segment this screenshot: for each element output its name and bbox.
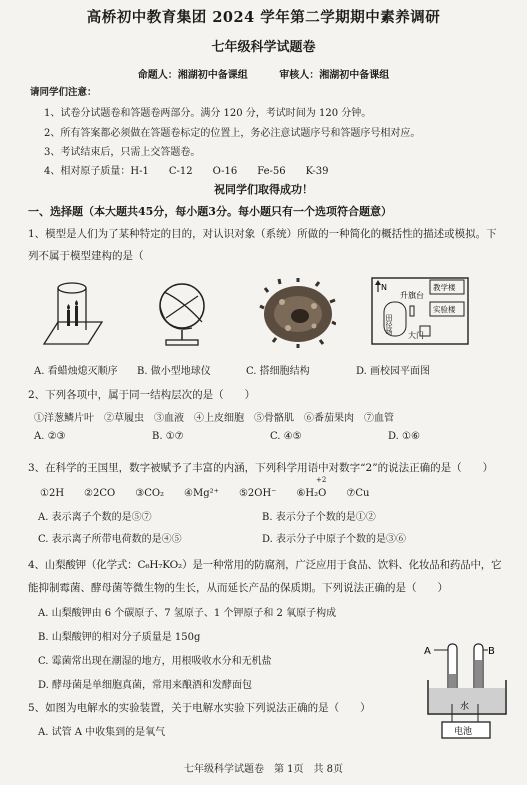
q4-stem-line2: 能抑制霉菌、酵母菌等微生物的生长，从而延长产品的保质期。下列说法正确的是（ ） <box>28 582 448 594</box>
q5-option-a[interactable]: A. 试管 A 中收集到的是氧气 <box>38 727 166 738</box>
map-flag-label: 升旗台 <box>400 291 424 300</box>
q2-option-b[interactable]: B. ①⑦ <box>152 431 184 442</box>
q4-option-b[interactable]: B. 山梨酸钾的相对分子质量是 150g <box>38 632 201 643</box>
q5-stem: 5、如图为电解水的实验装置，关于电解水实验下列说法正确的是（ ） <box>28 702 371 714</box>
instructions-heading: 请同学们注意： <box>30 87 97 98</box>
q2-option-c[interactable]: C. ④⑤ <box>270 431 302 442</box>
electrolysis-figure <box>420 640 518 740</box>
q1-option-d[interactable]: D. 画校园平面图 <box>356 366 431 377</box>
q3-option-c[interactable]: C. 表示离子所带电荷数的是④⑤ <box>38 534 182 545</box>
q3-stem: 3、在科学的王国里，数字被赋予了丰富的内涵，下列科学用语中对数字“2”的说法正确的是（ ） <box>28 462 494 474</box>
author: 命题人：湘湖初中备课组 <box>137 70 248 81</box>
map-lab-label: 实验楼 <box>433 305 456 314</box>
map-field-label: 田径场 <box>385 314 393 335</box>
q4-option-c[interactable]: C. 霉菌常出现在潮湿的地方，用根吸收水分和无机盐 <box>38 656 272 667</box>
q3-option-a[interactable]: A. 表示离子个数的是⑤⑦ <box>38 512 152 523</box>
reviewer: 审核人：湘湖初中备课组 <box>279 70 390 81</box>
campus-map-figure <box>370 276 470 348</box>
q1-stem-line2: 列不属于模型建构的是（ <box>28 250 144 262</box>
globe-figure <box>152 278 214 350</box>
cell-model-figure <box>258 278 336 348</box>
exam-title: 高桥初中教育集团 2024 学年第二学期期中素养调研 <box>86 9 441 26</box>
map-teaching-label: 教学楼 <box>433 283 456 292</box>
q1-option-a[interactable]: A. 看蜡烛熄灭顺序 <box>34 366 118 377</box>
authors-line <box>0 66 527 81</box>
q3-option-b[interactable]: B. 表示分子个数的是①② <box>262 512 376 523</box>
q3-items: ①2H ②2CO ③CO₂ ④Mg²⁺ ⑤2OH⁻ ⑥H₂O ⑦Cu <box>40 488 370 499</box>
candle-figure <box>38 276 108 348</box>
map-gate-label: 大门 <box>408 331 424 340</box>
q1-option-b[interactable]: B. 做小型地球仪 <box>137 366 211 377</box>
q4-option-d[interactable]: D. 酵母菌是单细胞真菌，常用来酿酒和发酵面包 <box>38 680 253 691</box>
q2-stem: 2、下列各项中，属于同一结构层次的是（ ） <box>28 389 256 401</box>
wish-line: 祝同学们取得成功！ <box>214 183 313 196</box>
q4-option-a[interactable]: A. 山梨酸钾由 6 个碳原子、7 氢原子、1 个钾原子和 2 氧原子构成 <box>38 608 337 619</box>
q1-option-c[interactable]: C. 搭细胞结构 <box>246 366 310 377</box>
tube-b-label: B <box>488 646 495 657</box>
instruction-item: 2、所有答案都必须做在答题卷标定的位置上，务必注意试题序号和答题序号相对应。 <box>44 128 421 139</box>
q2-option-d[interactable]: D. ①⑥ <box>388 431 420 442</box>
page-footer: 七年级科学试题卷 第 1页 共 8页 <box>183 764 344 775</box>
q2-option-a[interactable]: A. ②③ <box>34 431 66 442</box>
q3-option-d[interactable]: D. 表示分子中原子个数的是③⑥ <box>262 534 407 545</box>
tube-a-label: A <box>424 646 431 657</box>
exam-subtitle: 七年级科学试题卷 <box>211 40 316 55</box>
battery-label: 电池 <box>454 727 473 737</box>
q3-cu-charge: +2 <box>316 476 327 484</box>
q1-stem-line1: 1、模型是人们为了某种特定的目的，对认识对象（系统）所做的一种简化的概括性的描述或模拟。下 <box>28 228 497 240</box>
q2-items: ①洋葱鳞片叶 ②草履虫 ③血液 ④上皮细胞 ⑤骨骼肌 ⑥番茄果肉 ⑦血管 <box>34 413 394 424</box>
instruction-item: 3、考试结束后，只需上交答题卷。 <box>44 147 201 158</box>
water-label: 水 <box>460 702 470 712</box>
q4-stem-line1: 4、山梨酸钾（化学式：C₆H₇KO₂）是一种常用的防腐剂，广泛应用于食品、饮料、化妆品和药品中，它 <box>28 559 502 571</box>
instruction-item: 4、相对原子质量：H-1 C-12 O-16 Fe-56 K-39 <box>44 166 329 177</box>
map-north-label: N <box>381 283 387 292</box>
instruction-item: 1、试卷分试题卷和答题卷两部分。满分 120 分，考试时间为 120 分钟。 <box>44 108 372 119</box>
section-heading: 一、选择题（本大题共45分，每小题3分。每小题只有一个选项符合题意） <box>28 205 392 218</box>
